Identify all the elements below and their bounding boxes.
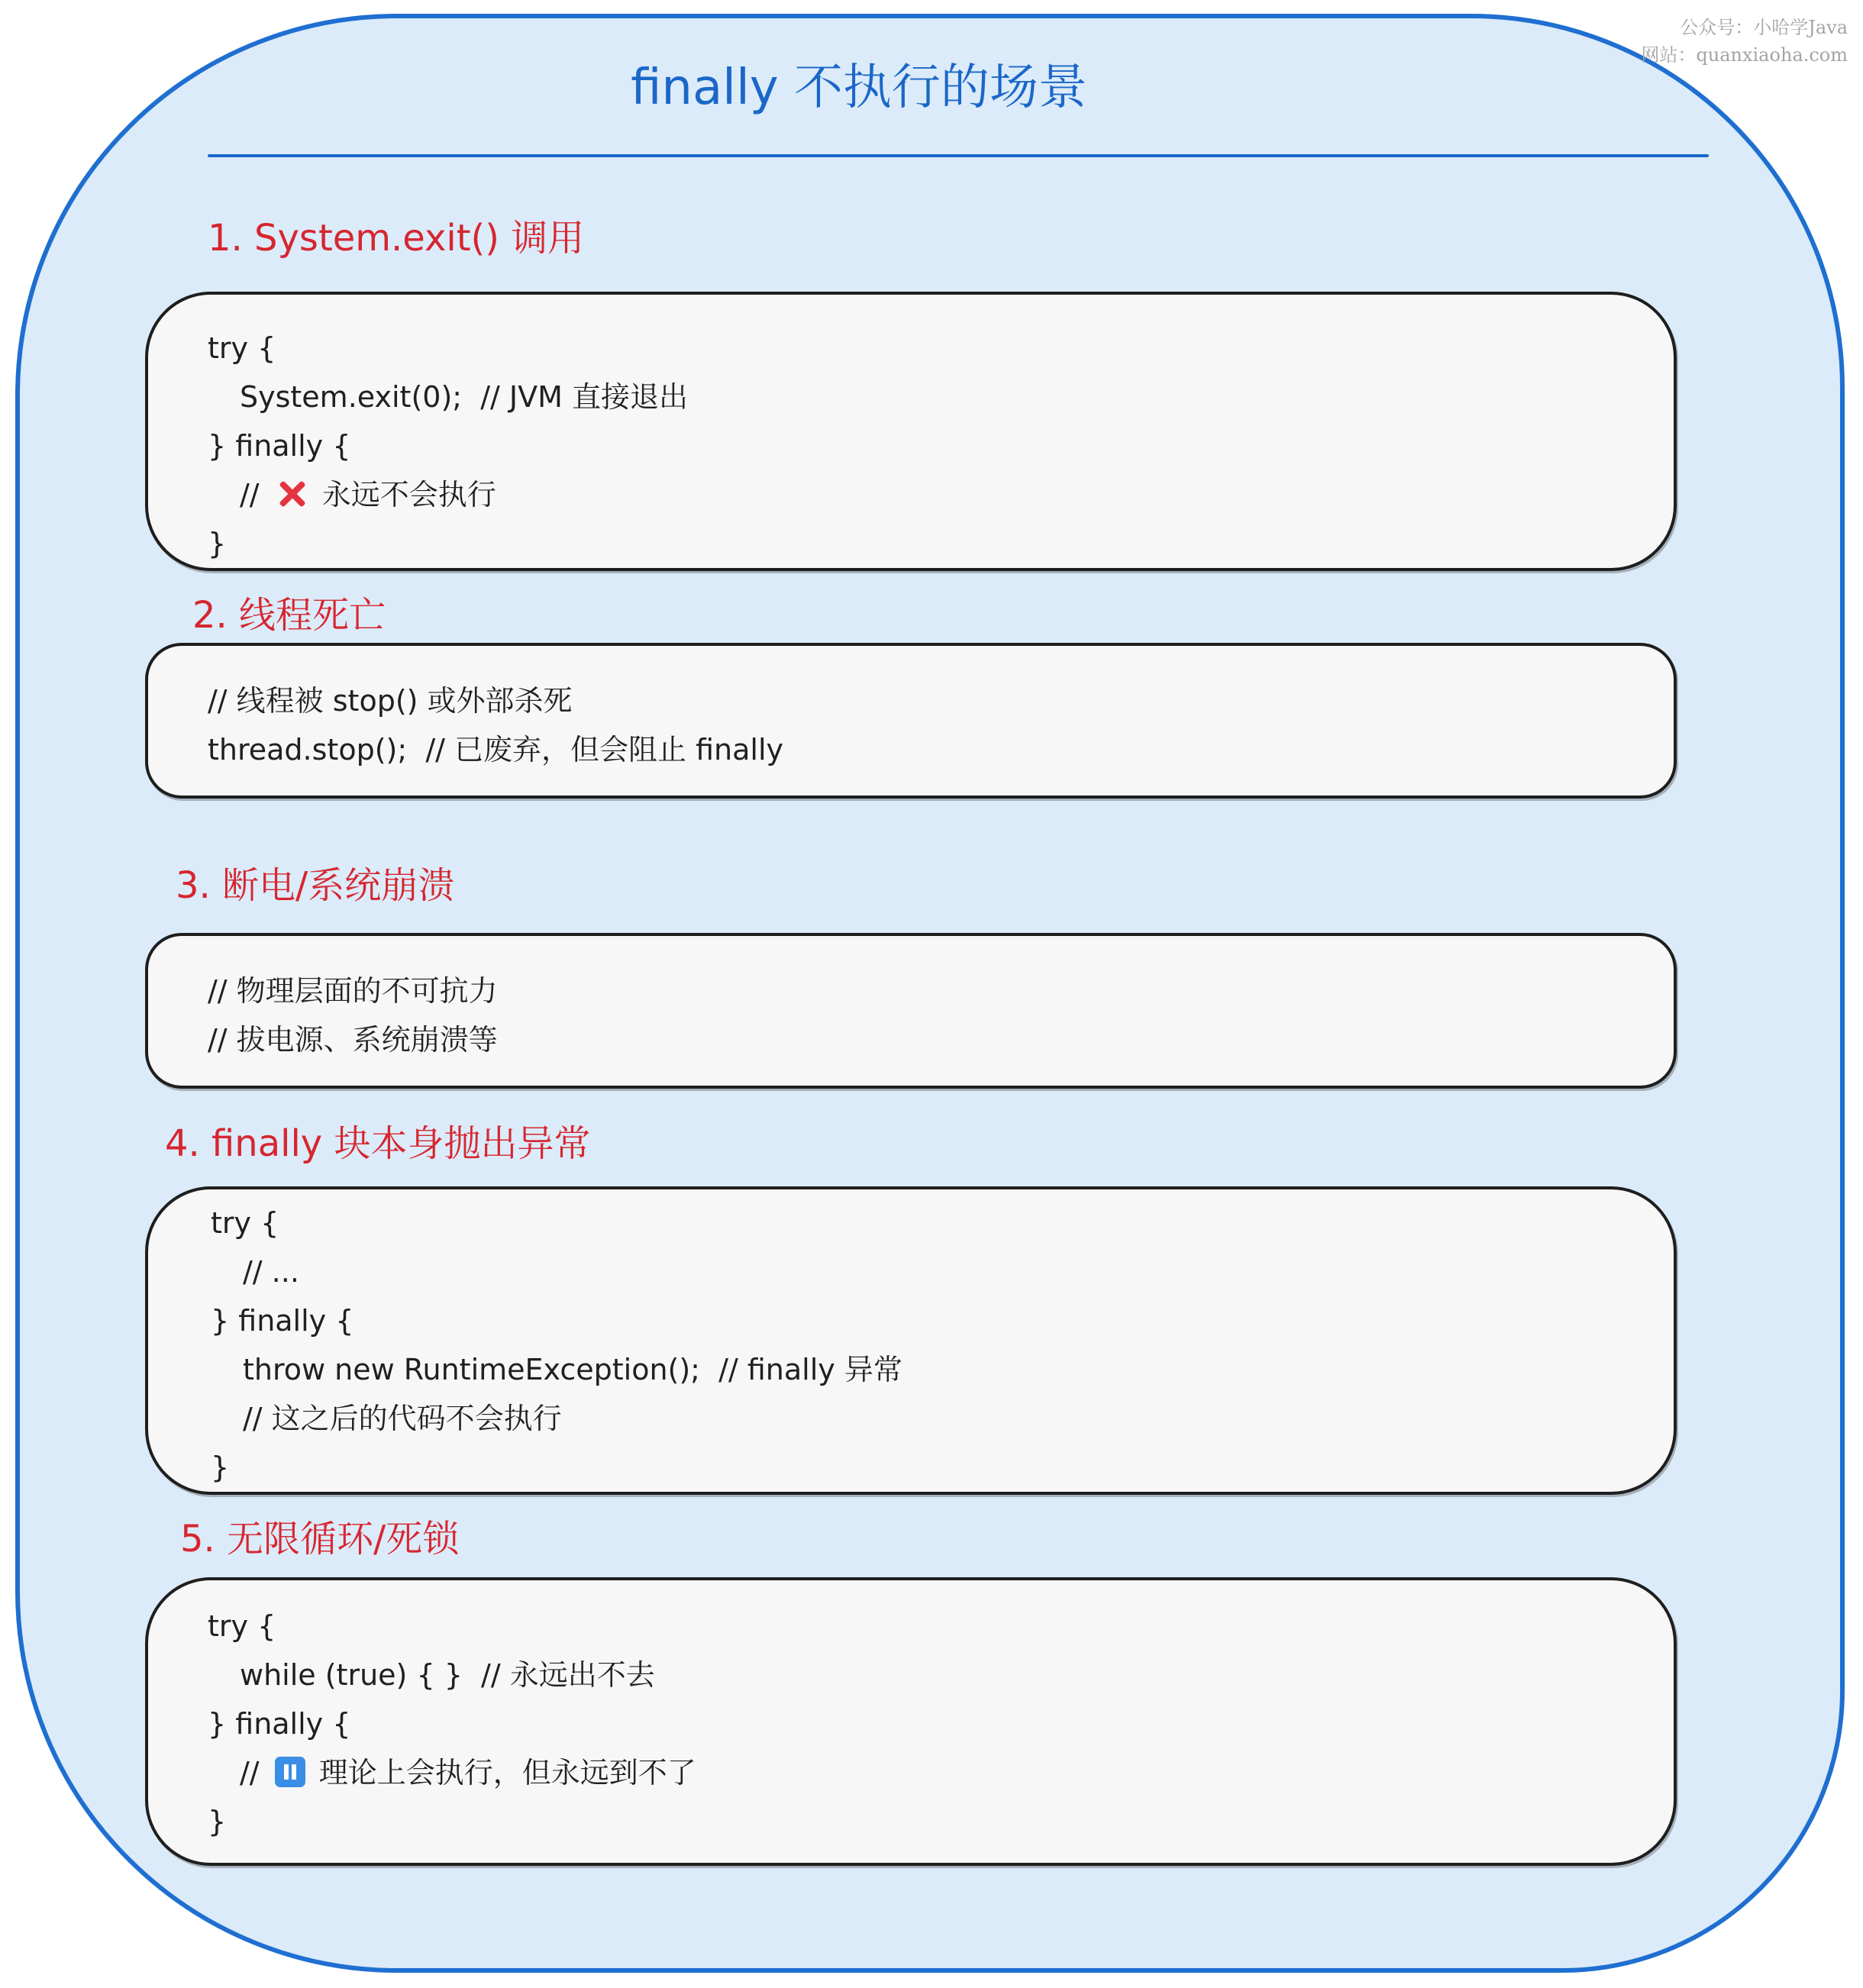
section-1-heading: 1. System.exit() 调用 (208, 217, 585, 260)
section-3-code-box (145, 933, 1677, 1089)
section-4-code-box (145, 1186, 1677, 1495)
code-line: try { (208, 1609, 276, 1643)
code-line: // ... (243, 1255, 299, 1289)
section-5-heading: 5. 无限循环/死锁 (180, 1518, 460, 1560)
code-line: System.exit(0); // JVM 直接退出 (240, 380, 688, 414)
code-line (240, 1754, 696, 1791)
section-5-code-box (145, 1577, 1677, 1866)
comment-text: 永远不会执行 (321, 478, 496, 512)
code-line (240, 476, 496, 513)
code-line: // 物理层面的不可抗力 (208, 974, 498, 1008)
comment-prefix: // (240, 1756, 269, 1790)
code-line: } finally { (211, 1304, 354, 1338)
code-line: } (211, 1451, 230, 1484)
code-line: while (true) { } // 永远出不去 (240, 1658, 655, 1692)
code-line: // 这之后的代码不会执行 (243, 1402, 562, 1435)
comment-text: 理论上会执行，但永远到不了 (318, 1756, 696, 1790)
section-1-code-box (145, 292, 1677, 571)
watermark-line-1: 公众号：小哈学Java (1680, 17, 1848, 38)
code-line: throw new RuntimeException(); // finally 异常 (243, 1353, 902, 1386)
diagram-title: finally 不执行的场景 (631, 60, 1087, 116)
cross-mark-icon (275, 477, 308, 511)
code-line: } (208, 527, 227, 560)
code-line: } (208, 1805, 227, 1838)
comment-prefix: // (240, 478, 269, 512)
section-2-code-box (145, 643, 1677, 799)
section-3-heading: 3. 断电/系统崩溃 (176, 864, 455, 907)
watermark-line-2: 网站：quanxiaoha.com (1641, 44, 1848, 66)
section-4-heading: 4. finally 块本身抛出异常 (165, 1122, 591, 1165)
code-line: // 拔电源、系统崩溃等 (208, 1023, 498, 1057)
code-line: } finally { (208, 1707, 351, 1741)
code-line: try { (211, 1206, 279, 1240)
code-line: // 线程被 stop() 或外部杀死 (208, 684, 573, 718)
code-line: } finally { (208, 429, 351, 463)
code-line: thread.stop(); // 已废弃，但会阻止 finally (208, 733, 783, 766)
code-line: try { (208, 331, 276, 365)
section-2-heading: 2. 线程死亡 (192, 594, 386, 637)
title-underline (208, 154, 1709, 157)
pause-button-icon (275, 1757, 305, 1787)
